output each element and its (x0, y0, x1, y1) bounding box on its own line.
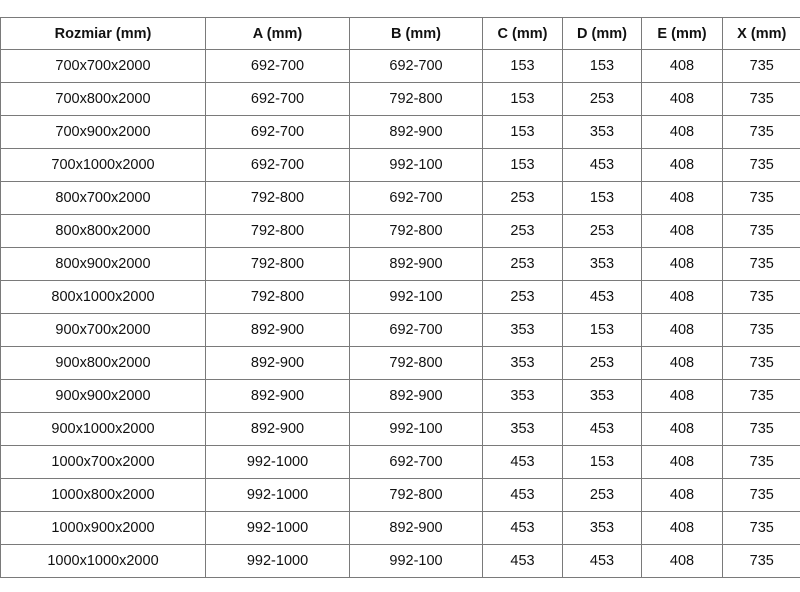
table-row (1, 512, 800, 545)
header-size: Rozmiar (mm) (1, 18, 206, 50)
cell-x: 735 (723, 182, 800, 215)
table-row (1, 413, 800, 446)
cell-b: 792-800 (350, 347, 483, 380)
table-row (1, 248, 800, 281)
cell-e: 408 (642, 413, 723, 446)
table-row (1, 479, 800, 512)
cell-c: 353 (483, 413, 563, 446)
cell-x: 735 (723, 347, 800, 380)
cell-size: 700x1000x2000 (1, 149, 206, 182)
cell-size: 1000x900x2000 (1, 512, 206, 545)
cell-e: 408 (642, 149, 723, 182)
cell-d: 453 (563, 149, 642, 182)
cell-a: 892-900 (206, 413, 350, 446)
cell-c: 253 (483, 281, 563, 314)
header-x: X (mm) (723, 18, 800, 50)
cell-x: 735 (723, 380, 800, 413)
header-d: D (mm) (563, 18, 642, 50)
table-row (1, 182, 800, 215)
cell-e: 408 (642, 83, 723, 116)
cell-a: 792-800 (206, 281, 350, 314)
cell-b: 692-700 (350, 314, 483, 347)
header-a: A (mm) (206, 18, 350, 50)
cell-b: 792-800 (350, 83, 483, 116)
table-row (1, 314, 800, 347)
cell-e: 408 (642, 248, 723, 281)
cell-d: 353 (563, 380, 642, 413)
cell-size: 900x900x2000 (1, 380, 206, 413)
cell-size: 800x800x2000 (1, 215, 206, 248)
cell-a: 892-900 (206, 380, 350, 413)
cell-x: 735 (723, 149, 800, 182)
cell-size: 900x800x2000 (1, 347, 206, 380)
table-body (1, 50, 800, 578)
table-row (1, 83, 800, 116)
cell-c: 153 (483, 83, 563, 116)
table-row (1, 149, 800, 182)
cell-a: 992-1000 (206, 512, 350, 545)
cell-e: 408 (642, 479, 723, 512)
cell-x: 735 (723, 479, 800, 512)
cell-c: 453 (483, 545, 563, 578)
cell-size: 700x900x2000 (1, 116, 206, 149)
cell-d: 253 (563, 347, 642, 380)
cell-b: 892-900 (350, 380, 483, 413)
table-row (1, 380, 800, 413)
cell-a: 992-1000 (206, 545, 350, 578)
cell-size: 900x700x2000 (1, 314, 206, 347)
cell-size: 1000x700x2000 (1, 446, 206, 479)
cell-e: 408 (642, 116, 723, 149)
cell-e: 408 (642, 446, 723, 479)
cell-d: 353 (563, 512, 642, 545)
cell-a: 692-700 (206, 116, 350, 149)
cell-e: 408 (642, 215, 723, 248)
cell-d: 153 (563, 50, 642, 83)
header-e: E (mm) (642, 18, 723, 50)
cell-x: 735 (723, 248, 800, 281)
cell-c: 253 (483, 215, 563, 248)
cell-d: 453 (563, 545, 642, 578)
cell-e: 408 (642, 380, 723, 413)
cell-d: 453 (563, 413, 642, 446)
cell-c: 353 (483, 314, 563, 347)
cell-x: 735 (723, 116, 800, 149)
cell-b: 992-100 (350, 149, 483, 182)
cell-b: 992-100 (350, 281, 483, 314)
cell-size: 700x800x2000 (1, 83, 206, 116)
cell-d: 153 (563, 182, 642, 215)
cell-size: 1000x800x2000 (1, 479, 206, 512)
cell-a: 792-800 (206, 215, 350, 248)
cell-a: 792-800 (206, 248, 350, 281)
cell-c: 453 (483, 479, 563, 512)
cell-a: 692-700 (206, 50, 350, 83)
cell-d: 253 (563, 215, 642, 248)
cell-d: 253 (563, 83, 642, 116)
cell-c: 153 (483, 116, 563, 149)
dimensions-table (0, 17, 800, 578)
header-b: B (mm) (350, 18, 483, 50)
cell-c: 353 (483, 347, 563, 380)
cell-x: 735 (723, 50, 800, 83)
cell-x: 735 (723, 281, 800, 314)
cell-b: 792-800 (350, 215, 483, 248)
cell-a: 892-900 (206, 347, 350, 380)
cell-x: 735 (723, 545, 800, 578)
table-row (1, 116, 800, 149)
cell-b: 692-700 (350, 446, 483, 479)
header-c: C (mm) (483, 18, 563, 50)
cell-c: 253 (483, 182, 563, 215)
cell-c: 453 (483, 446, 563, 479)
cell-d: 153 (563, 314, 642, 347)
table-row (1, 545, 800, 578)
cell-x: 735 (723, 512, 800, 545)
cell-a: 892-900 (206, 314, 350, 347)
cell-c: 153 (483, 50, 563, 83)
table-row (1, 347, 800, 380)
cell-size: 800x900x2000 (1, 248, 206, 281)
cell-b: 692-700 (350, 50, 483, 83)
cell-b: 892-900 (350, 248, 483, 281)
cell-e: 408 (642, 281, 723, 314)
table-row (1, 50, 800, 83)
cell-size: 1000x1000x2000 (1, 545, 206, 578)
cell-e: 408 (642, 182, 723, 215)
cell-c: 453 (483, 512, 563, 545)
cell-d: 153 (563, 446, 642, 479)
cell-x: 735 (723, 446, 800, 479)
cell-d: 353 (563, 116, 642, 149)
cell-x: 735 (723, 314, 800, 347)
cell-size: 900x1000x2000 (1, 413, 206, 446)
cell-e: 408 (642, 512, 723, 545)
cell-b: 792-800 (350, 479, 483, 512)
cell-b: 992-100 (350, 545, 483, 578)
cell-size: 800x1000x2000 (1, 281, 206, 314)
cell-size: 800x700x2000 (1, 182, 206, 215)
cell-c: 253 (483, 248, 563, 281)
cell-a: 992-1000 (206, 479, 350, 512)
cell-e: 408 (642, 50, 723, 83)
cell-c: 153 (483, 149, 563, 182)
table-row (1, 281, 800, 314)
table-row (1, 215, 800, 248)
cell-c: 353 (483, 380, 563, 413)
cell-b: 692-700 (350, 182, 483, 215)
cell-b: 892-900 (350, 512, 483, 545)
cell-e: 408 (642, 347, 723, 380)
cell-x: 735 (723, 413, 800, 446)
cell-a: 792-800 (206, 182, 350, 215)
cell-a: 692-700 (206, 149, 350, 182)
cell-d: 353 (563, 248, 642, 281)
cell-e: 408 (642, 314, 723, 347)
table-row (1, 446, 800, 479)
cell-a: 992-1000 (206, 446, 350, 479)
cell-x: 735 (723, 83, 800, 116)
cell-size: 700x700x2000 (1, 50, 206, 83)
cell-b: 892-900 (350, 116, 483, 149)
header-row (1, 18, 800, 50)
cell-d: 253 (563, 479, 642, 512)
cell-a: 692-700 (206, 83, 350, 116)
cell-e: 408 (642, 545, 723, 578)
cell-b: 992-100 (350, 413, 483, 446)
cell-x: 735 (723, 215, 800, 248)
cell-d: 453 (563, 281, 642, 314)
